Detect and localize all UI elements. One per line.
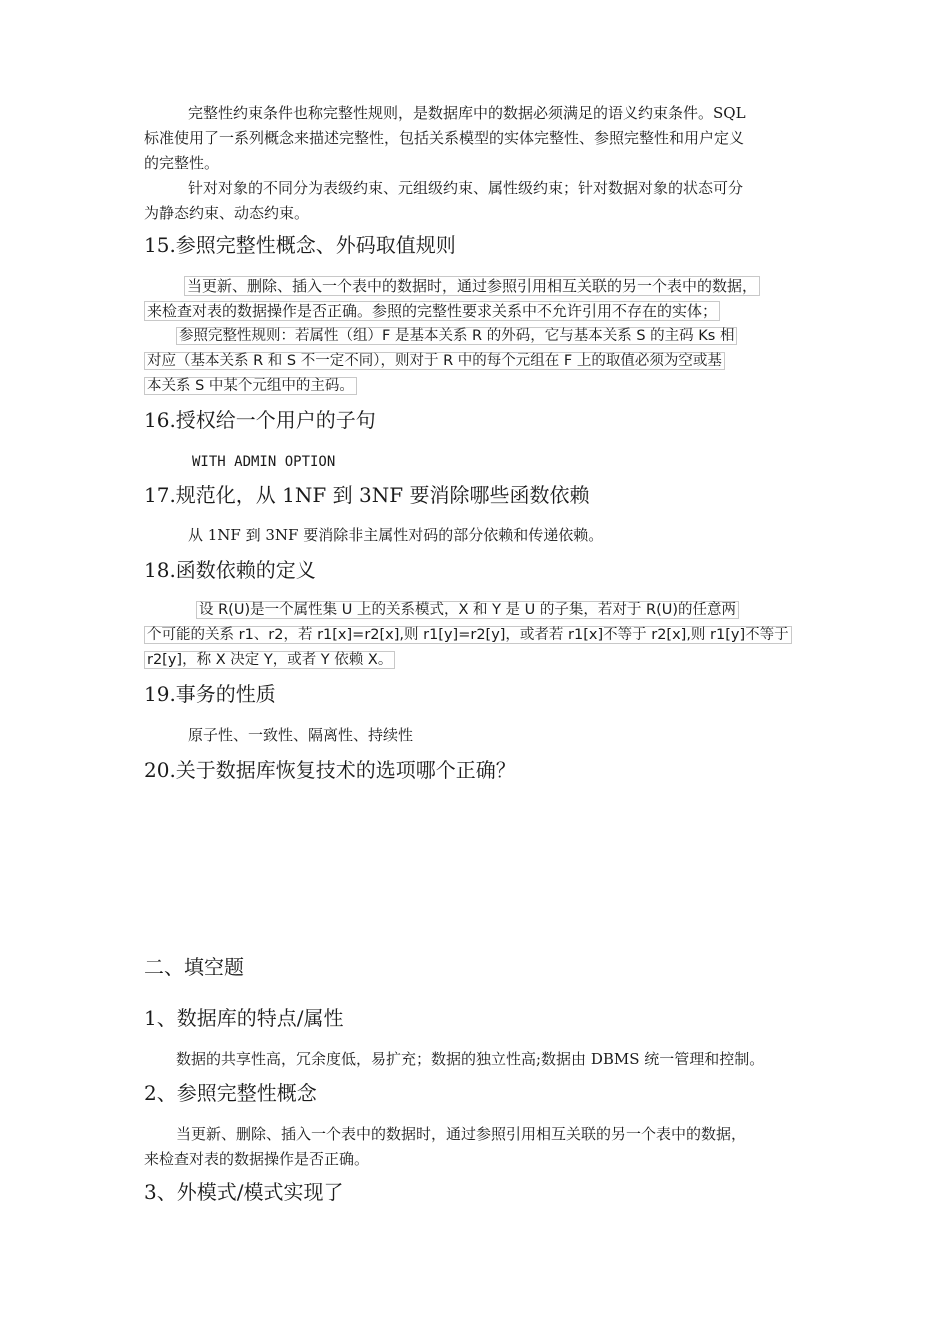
heading-q17: 17.规范化，从 1NF 到 3NF 要消除哪些函数依赖 [144, 483, 590, 507]
heading-f2: 2、参照完整性概念 [144, 1081, 317, 1105]
text-line: r2[y]，称 X 决定 Y，或者 Y 依赖 X。 [144, 651, 395, 669]
heading-q15: 15.参照完整性概念、外码取值规则 [144, 233, 456, 257]
paragraph-q15-answer-a [144, 274, 809, 324]
paragraph-q19-answer: 原子性、一致性、隔离性、持续性 [188, 726, 414, 744]
paragraph-integrity-intro [144, 101, 809, 176]
text-line: 本关系 S 中某个元组中的主码。 [144, 377, 357, 395]
text-line: 标准使用了一系列概念来描述完整性，包括关系模型的实体完整性、参照完整性和用户定义 [144, 129, 745, 147]
paragraph-f2-answer [144, 1122, 809, 1172]
heading-q19: 19.事务的性质 [144, 682, 276, 706]
heading-q16: 16.授权给一个用户的子句 [144, 408, 376, 432]
text-line: 参照完整性规则：若属性（组）F 是基本关系 R 的外码，它与基本关系 S 的主码 Ks 相 [176, 327, 737, 345]
text-line: 设 R(U)是一个属性集 U 上的关系模式，X 和 Y 是 U 的子集，若对于 R(U)的任意两 [196, 601, 739, 619]
text-line: 来检查对表的数据操作是否正确。参照的完整性要求关系中不允许引用不存在的实体； [144, 301, 720, 321]
text-line: 的完整性。 [144, 154, 220, 172]
text-line: 为静态约束、动态约束。 [144, 204, 310, 222]
text-line: 来检查对表的数据操作是否正确。 [144, 1150, 370, 1168]
heading-f3: 3、外模式/模式实现了 [144, 1180, 344, 1204]
paragraph-q17-answer: 从 1NF 到 3NF 要消除非主属性对码的部分依赖和传递依赖。 [188, 526, 604, 544]
paragraph-f1-answer: 数据的共享性高，冗余度低，易扩充；数据的独立性高;数据由 DBMS 统一管理和控制。 [176, 1050, 765, 1068]
text-line: 当更新、删除、插入一个表中的数据时，通过参照引用相互关联的另一个表中的数据， [176, 1125, 747, 1143]
heading-q20: 20.关于数据库恢复技术的选项哪个正确？ [144, 758, 516, 782]
text-line: 完整性约束条件也称完整性规则，是数据库中的数据必须满足的语义约束条件。SQL [188, 104, 746, 122]
paragraph-q15-answer-b [144, 324, 809, 399]
paragraph-q16-answer: WITH ADMIN OPTION [192, 454, 336, 470]
paragraph-constraint-types [144, 176, 809, 226]
heading-q18: 18.函数依赖的定义 [144, 558, 316, 582]
text-line: 当更新、删除、插入一个表中的数据时，通过参照引用相互关联的另一个表中的数据， [184, 276, 760, 296]
text-line: 个可能的关系 r1、r2，若 r1[x]=r2[x],则 r1[y]=r2[y]，或者若 r1[x]不等于 r2[x],则 r1[y]不等于 [144, 626, 792, 644]
paragraph-q18-answer [144, 598, 809, 673]
text-line: 对应（基本关系 R 和 S 不一定不同），则对于 R 中的每个元组在 F 上的取值必须为空或基 [144, 352, 725, 370]
heading-f1: 1、数据库的特点/属性 [144, 1006, 344, 1030]
text-line: 针对对象的不同分为表级约束、元组级约束、属性级约束；针对数据对象的状态可分 [188, 179, 744, 197]
section-heading-fill-in: 二、填空题 [144, 955, 244, 979]
